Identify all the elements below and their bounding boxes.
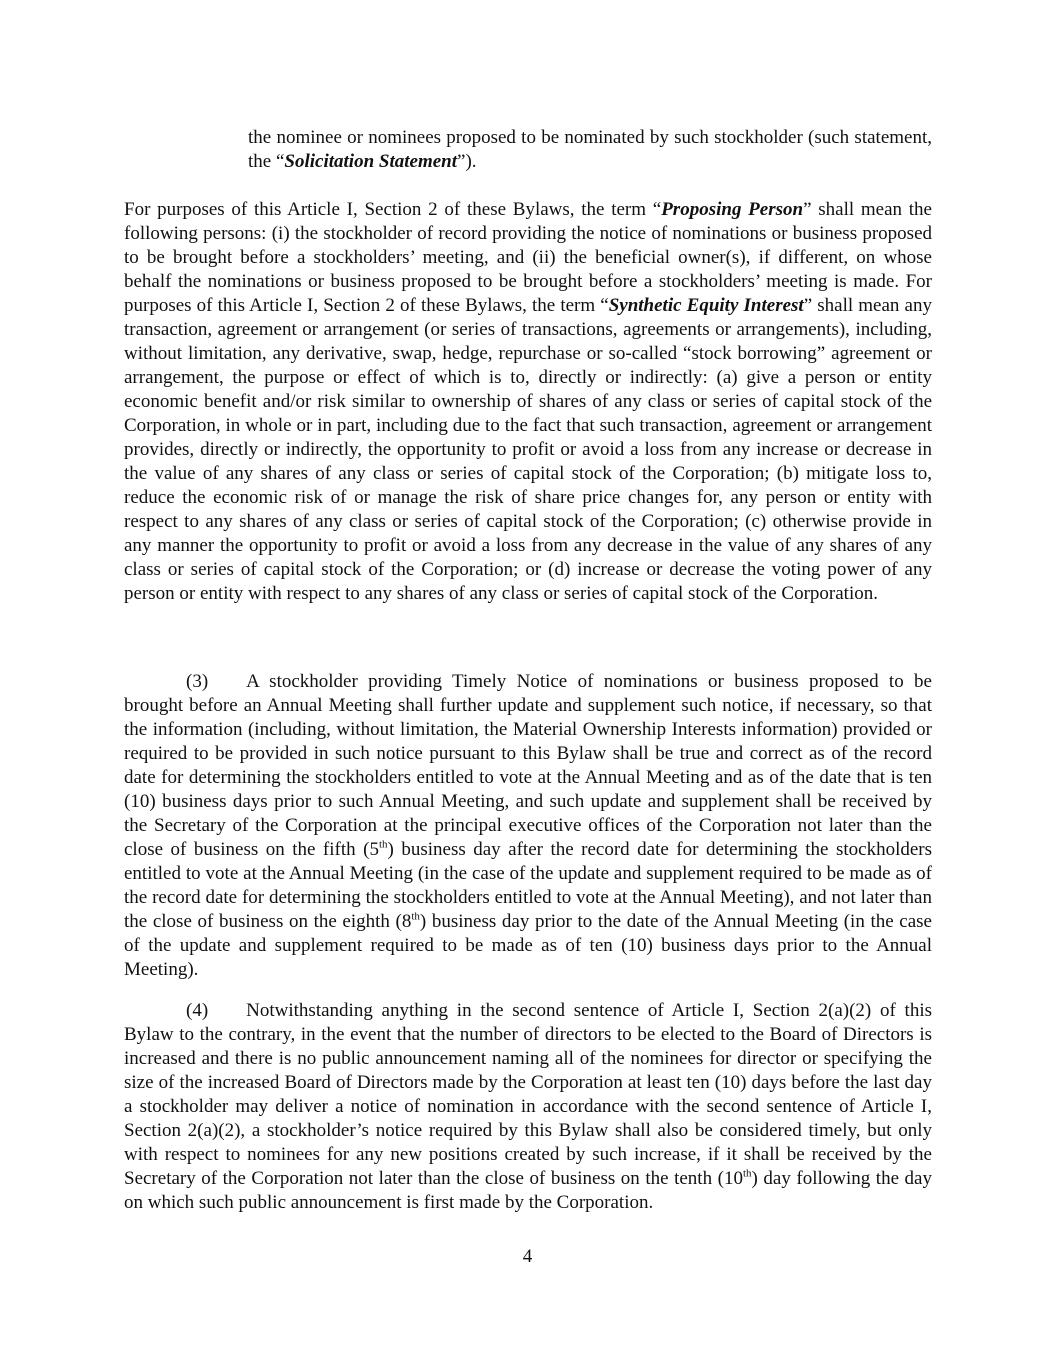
solicitation-text-before: the nominee or nominees proposed to be nominated by such stockholder (such statement, the “	[248, 127, 932, 172]
paragraph-3-text-2: ) business day after the record date for determining the stockholders entitled to vote at the Annual Meeting (in the case of the update and supplement required to be made as of the record date for determining the stockholders entitled to vote at the Annual Meeting), and not later than the close of business on the eighth (8	[124, 839, 932, 932]
paragraph-4-number: (4)	[186, 1000, 209, 1021]
definitions-text-2: ” shall mean the following persons: (i) the stockholder of record providing the notice of nominations or business proposed to be brought before a stockholders’ meeting, and (ii) the beneficial owner(s), if different, on whose behalf the nominations or business proposed to be brought before a stockholders’ meeting is made. For purposes of this Article I, Section 2 of these Bylaws, the term “	[124, 199, 932, 316]
paragraph-4-text-2: ) day following the day on which such public announcement is first made by the Corporation.	[124, 1168, 932, 1213]
definitions-paragraph	[124, 198, 932, 606]
definitions-text-3: ” shall mean any transaction, agreement or arrangement (or series of transactions, agreements or arrangements), including, without limitation, any derivative, swap, hedge, repurchase or so-called “stock borrowing” agreement or arrangement, the purpose or effect of which is to, directly or indirectly: (a) give a person or entity economic benefit and/or risk similar to ownership of shares of any class or series of capital stock of the Corporation, in whole or in part, including due to the fact that such transaction, agreement or arrangement provides, directly or indirectly, the opportunity to profit or avoid a loss from any increase or decrease in the value of any shares of any class or series of capital stock of the Corporation; (b) mitigate loss to, reduce the economic risk of or manage the risk of share price changes for, any person or entity with respect to any shares of any class or series of capital stock of the Corporation; (c) otherwise provide in any manner the opportunity to profit or avoid a loss from any decrease in the value of any shares of any class or series of capital stock of the Corporation; or (d) increase or decrease the voting power of any person or entity with respect to any shares of any class or series of capital stock of the Corporation.	[124, 295, 932, 604]
paragraph-3-text-1: A stockholder providing Timely Notice of nominations or business proposed to be brought before an Annual Meeting shall further update and supplement such notice, if necessary, so that the information (including, without limitation, the Material Ownership Interests information) provided or required to be provided in such notice pursuant to this Bylaw shall be true and correct as of the record date for determining the stockholders entitled to vote at the Annual Meeting and as of the date that is ten (10) business days prior to such Annual Meeting, and such update and supplement shall be received by the Secretary of the Corporation at the principal executive offices of the Corporation not later than the close of business on the fifth (5	[124, 671, 932, 860]
solicitation-text-after: ”).	[457, 151, 477, 172]
proposing-person-term: Proposing Person	[661, 199, 804, 220]
paragraph-4-text-1: Notwithstanding anything in the second sentence of Article I, Section 2(a)(2) of this Bylaw to the contrary, in the event that the number of directors to be elected to the Board of Directors is increased and there is no public announcement naming all of the nominees for director or specifying the size of the increased Board of Directors made by the Corporation at least ten (10) days before the last day a stockholder may deliver a notice of nomination in accordance with the second sentence of Article I, Section 2(a)(2), a stockholder’s notice required by this Bylaw shall also be considered timely, but only with respect to nominees for any new positions created by such increase, if it shall be received by the Secretary of the Corporation not later than the close of business on the tenth (10	[124, 1000, 932, 1189]
paragraph-4-superscript: th	[742, 1167, 752, 1180]
solicitation-statement-term: Solicitation Statement	[284, 151, 458, 172]
definitions-text-1: For purposes of this Article I, Section 2 of these Bylaws, the term “	[124, 199, 662, 220]
synthetic-equity-interest-term: Synthetic Equity Interest	[608, 295, 804, 316]
solicitation-statement-paragraph	[248, 126, 932, 174]
paragraph-3-text-3: ) business day prior to the date of the Annual Meeting (in the case of the update and supplement required to be made as of ten (10) business days prior to the Annual Meeting).	[124, 911, 932, 980]
page-number: 4	[522, 1246, 533, 1267]
paragraph-3-superscript-2: th	[411, 910, 420, 923]
paragraph-4	[124, 999, 932, 1215]
paragraph-3-superscript-1: th	[378, 838, 388, 851]
paragraph-3-number: (3)	[186, 671, 209, 692]
paragraph-3	[124, 670, 932, 982]
